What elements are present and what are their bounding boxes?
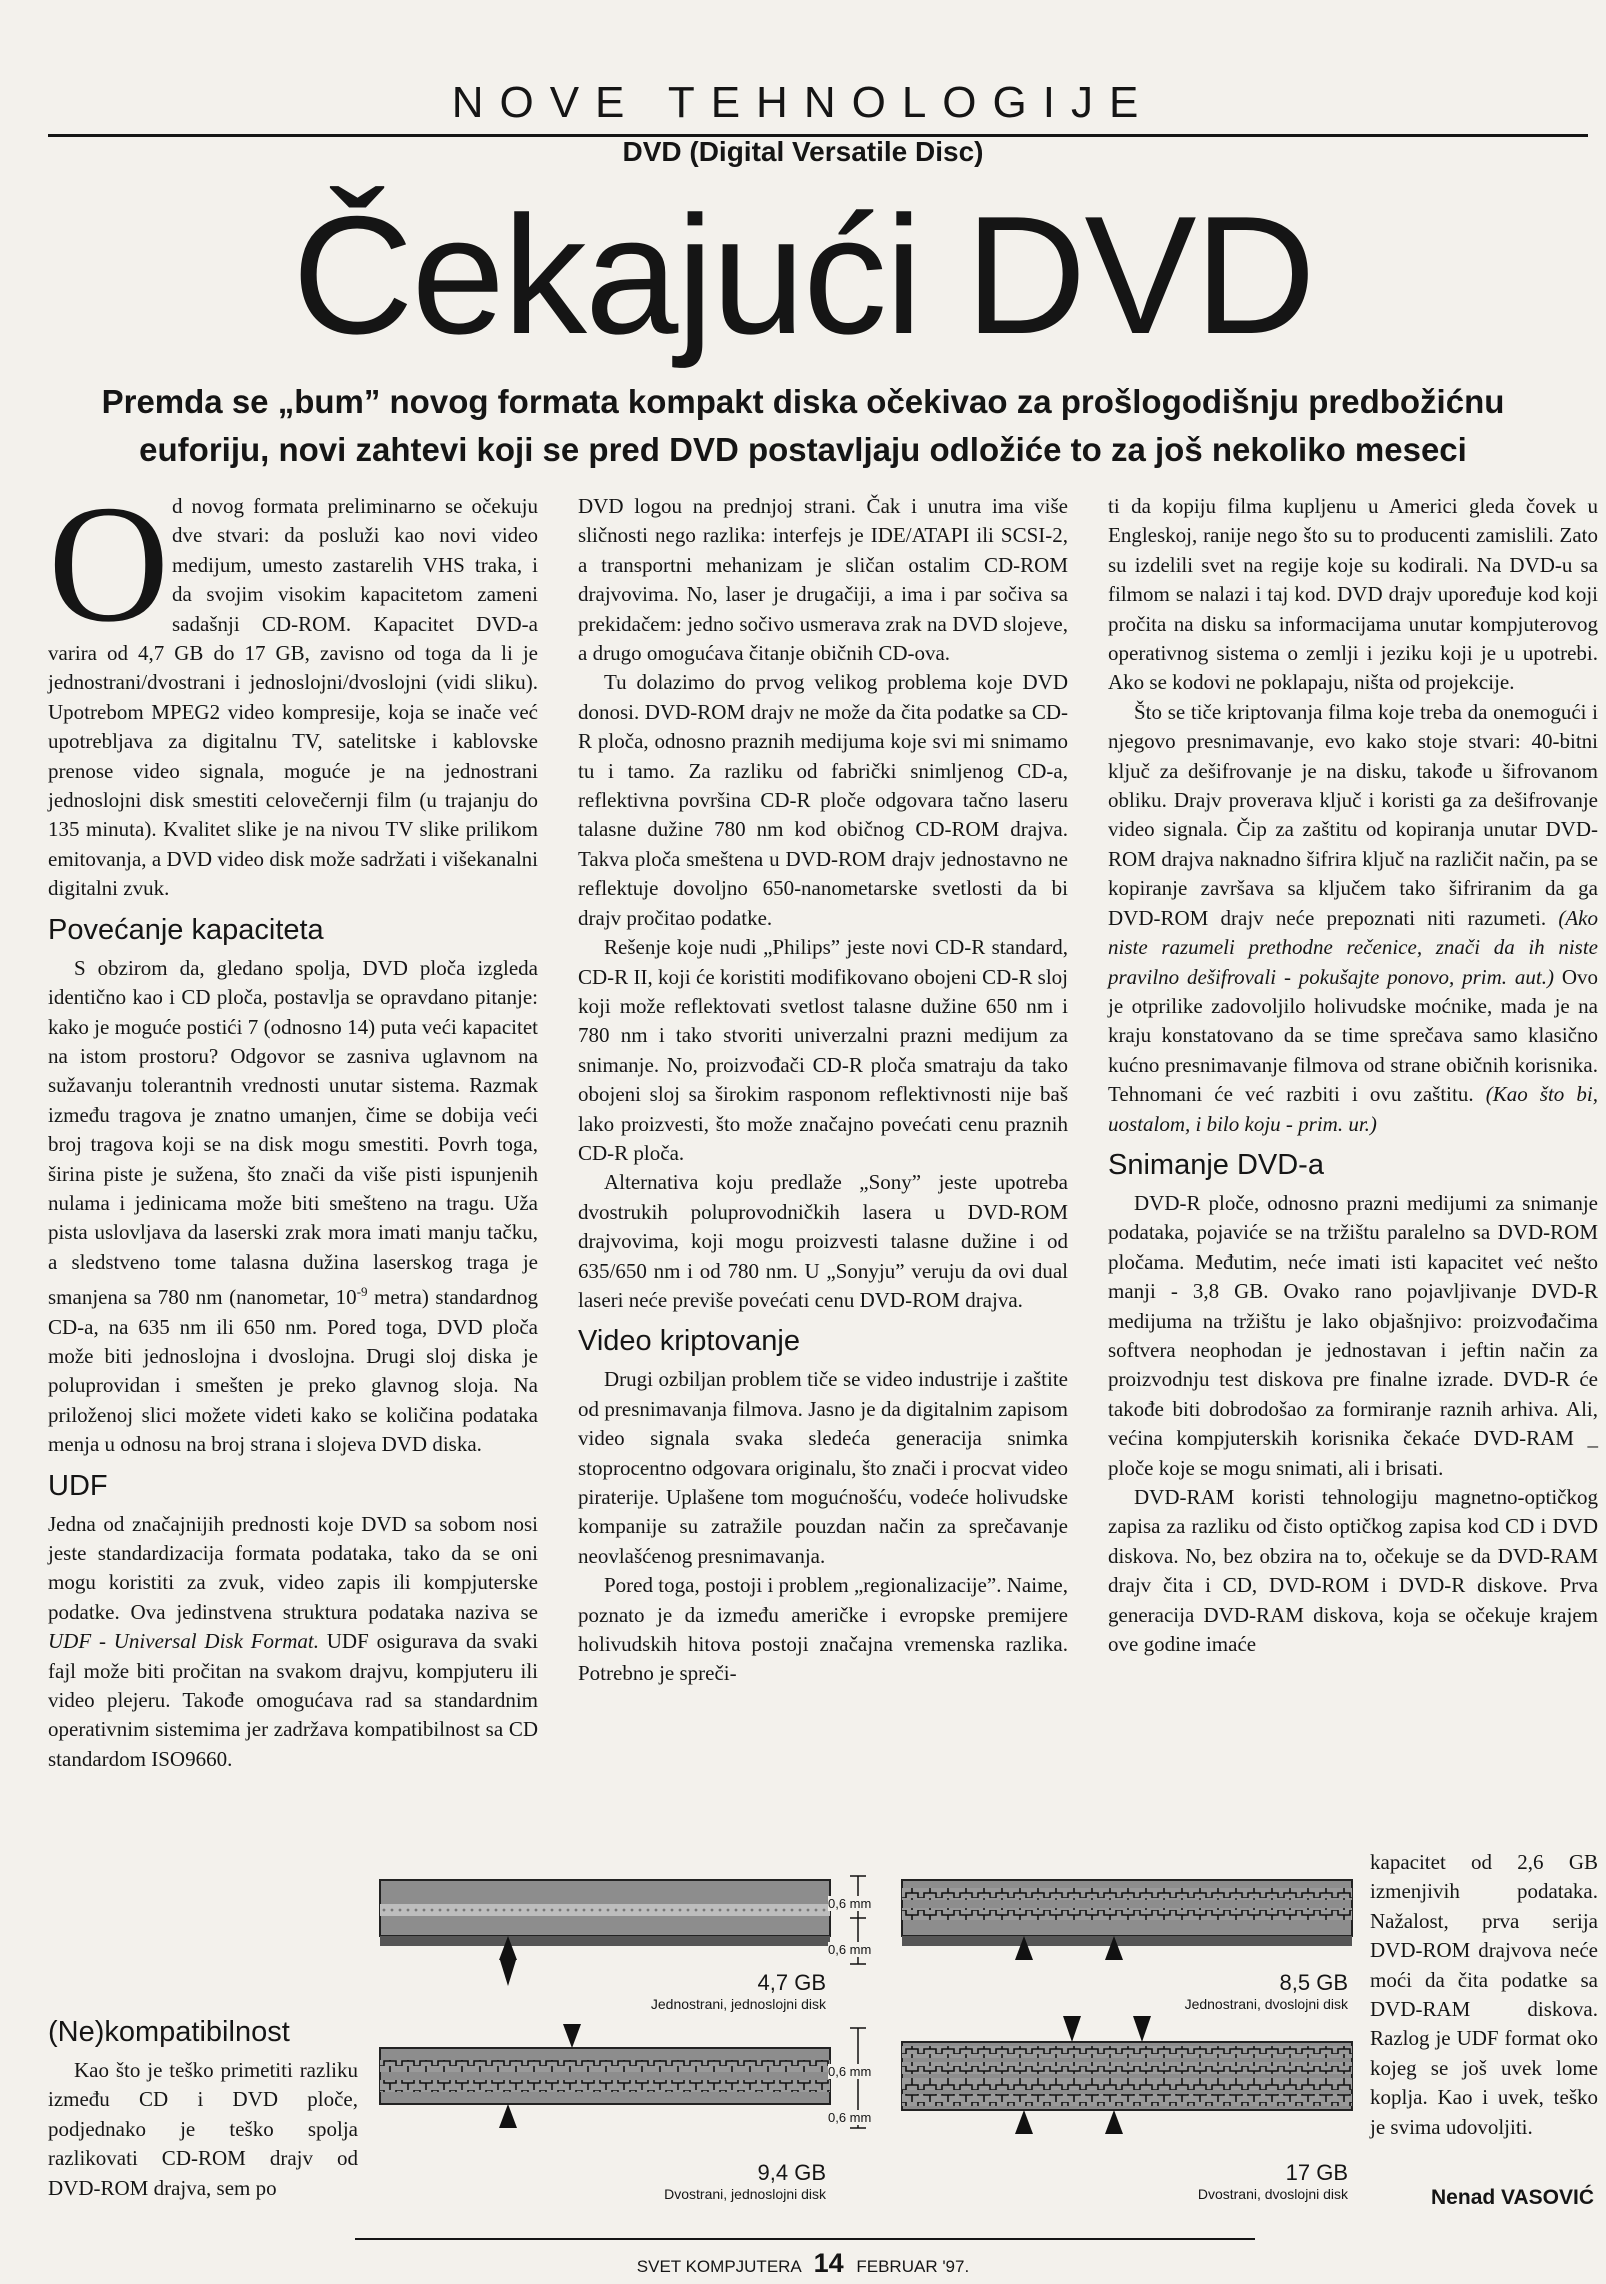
heading-capacity: Povećanje kapaciteta [48, 913, 324, 946]
drop-cap: O [48, 471, 170, 657]
disc-layer-4d [902, 2094, 1352, 2106]
crypt-text: Što se tiče kriptovanja filma koje treba da onemogući i njegovo presnimavanje, evo kako stoje stvari: 40-bitni ključ za dešifrovanje je na disku, takođe u šifrovanom obliku. Drajv proverava ključ i koristi ga za dešifrovanje video signala. Čip za zaštitu od kopiranja unutar DVD-ROM drajva naknadno šifrira ključ na različit način, pa se kopiranje završava sa ključem tako šifriranim da ga DVD-ROM drajv neće prepoznati niti razumeti. [1108, 699, 1598, 930]
column-1-bottom [48, 2012, 358, 2203]
udf-italic: UDF - Universal Disk Format. [48, 1629, 319, 1654]
column-3-bottom [1370, 1848, 1598, 2142]
udf-paragraph [48, 1510, 538, 1775]
thickness-label-1: 0,6 mm [828, 1896, 872, 1911]
footer-rule [355, 2238, 1255, 2240]
disc-layer-2a [902, 1888, 1352, 1900]
disc-layers-figure [372, 1874, 1362, 2194]
col2-paragraph-3: Rešenje koje nudi „Philips” jeste novi CD-R standard, CD-R II, koji će koristiti modifikovano obojeni CD-R sloj koji može reflektovati svetlost talasne dužine 650 nm i 780 nm i tako stvoriti univerzalni prazni medijum za snimanje. No, proizvođači CD-R ploča smatraju da tako obojeni sloj sa širokim rasponom reflektivnosti nije baš lako proizvesti, što može značajno povećati cenu praznih CD-R ploča. [578, 935, 1068, 1165]
disc-layer-4b [902, 2062, 1352, 2074]
column-2 [578, 492, 1068, 1689]
figure-4-type: Dvostrani, dvoslojni disk [1197, 2186, 1348, 2202]
article-headline: Čekajući DVD [292, 181, 1314, 369]
disc-figure-3 [380, 2024, 830, 2128]
col3-paragraph-1: ti da kopiju filma kupljenu u Americi gleda čovek u Engleskoj, ranije nego što su to producenti zamislili. Zato su izdelili svet na regije koje su kodirali. Na DVD-u sa filmom se nalazi i taj kod. DVD drajv upoređuje kod koji pročita na disku sa informacijama unutar kompjuterovog operativnog sistema o zemlji i jeziku koji je u upotrebi. Ako se kodovi ne poklapaju, ništa od projekcije. [1108, 494, 1598, 695]
crypt-italic-2: (Kao što bi, uostalom, i bilo koju - prim. ur.) [1108, 1082, 1598, 1136]
author: Nenad VASOVIĆ [1431, 2186, 1594, 2209]
article-deck: Premda se „bum” novog formata kompakt diska očekivao za prošlogodišnju predbožićnu euforiju, novi zahtevi koji se pred DVD postavljaju odložiće to za još nekoliko meseci [101, 383, 1505, 468]
col3-paragraph-3: DVD-R ploče, odnosno prazni medijumi za snimanje podataka, pojaviće se na tržištu paralelno sa DVD-ROM pločama. Međutim, neće imati isti kapacitet već nešto manji - 3,8 GB. Ovako rano pojavljivanje DVD-R medijuma na tržištu je lako objašnjivo: proizvođačima softvera neophodan je jednostavan i jeftin način za proizvodnju test diskova pre finalne izrade. DVD-R će takođe biti dobrodošao za formiranje raznih arhiva. Ali, većina kompjuterskih korisnika čekaće DVD-RAM _ ploče koje se mogu snimati, ali i brisati. [1108, 1190, 1598, 1480]
column-1 [48, 471, 538, 1774]
col3-paragraph-5: kapacitet od 2,6 GB izmenjivih podataka. Nažalost, prva serija DVD-ROM drajvova neće moći da čita podatke sa DVD-RAM diskova. Razlog je UDF format oko kojeg se još uvek lome koplja. Kao i uvek, teško je svima udovoljiti. [1370, 1850, 1598, 2139]
col2-paragraph-2: Tu dolazimo do prvog velikog problema koje DVD donosi. DVD-ROM drajv ne može da čita podatke sa CD-R ploča, odnosno praznih medijuma koje svi mi snimamo tu i tamo. Za razliku od fabrički snimljenog CD-a, reflektivna površina CD-R ploče odgovara tačno laseru talasne dužine 780 nm kod običnog CD-ROM drajva. Takva ploča smeštena u DVD-ROM drajv jednostavno ne reflektuje dovoljno 650-nanometarske svetlosti da bi drajv pročitao podatke. [578, 670, 1068, 930]
page-number: 14 [813, 2248, 844, 2278]
laser-beam-3b [499, 2104, 517, 2128]
disc-figure-2 [902, 1880, 1352, 1960]
laser-beam-4b [1133, 2016, 1151, 2042]
heading-recording: Snimanje DVD-a [1108, 1148, 1324, 1181]
disc-base-2 [902, 1936, 1352, 1946]
crypt-italic-1: (Ako niste razumeli prethodne rečenice, znači da ih niste pravilno dešifrovali - pokušajte ponovo, prim. aut.) [1108, 905, 1598, 989]
laser-beam-4c [1015, 2110, 1033, 2134]
heading-video: Video kriptovanje [578, 1325, 800, 1358]
disc-layer-4a [902, 2046, 1352, 2058]
disc-body-3 [380, 2048, 830, 2104]
disc-base-1 [380, 1936, 830, 1946]
intro-text: d novog formata preliminarno se očekuju dve stvari: da posluži kao novi video medijum, umesto zastarelih VHS traka, i da svojim visokim kapacitetom zameni sadašnji CD-ROM. Kapacitet DVD-a varira od 4,7 GB do 17 GB, zavisno od toga da li je jednostrani/dvostrani i jednoslojni/dvoslojni (vidi sliku). Upotrebom MPEG2 video kompresije, koja se inače već upotrebljava za digitalnu TV, satelitske i kablovske prenose video signala, moguće je na jednostrani jednoslojni disk smestiti celovečernji film (u trajanju do 135 minuta). Kvalitet slike je na nivou TV slike prilikom emitovanja, a DVD video disk može sadržati i višekanalni digitalni zvuk. [48, 494, 538, 901]
col2-paragraph-1: DVD logou na prednjoj strani. Čak i unutra ima više sličnosti nego razlika: interfejs je IDE/ATAPI ili SCSI-2, a transportni mehanizam je sličan ostalim CD-ROM drajvovima. No, laser je drugačiji, a ima i par sočiva sa prekidačem: jedno sočivo usmerava zrak na DVD slojeve, a drugo omogućava čitanje običnih CD-ova. [578, 494, 1068, 666]
capacity-text: S obzirom da, gledano spolja, DVD ploča izgleda identično kao i CD ploča, postavlja se opravdano pitanje: kako je moguće postići 7 (odnosno 14) puta veći kapacitet na istom prostoru? Odgovor se zasniva uglavnom na sužavanju tolerantnih vrednosti unutar sistema. Razmak između tragova je znatno umanjen, čime se dobija veći broj tragova koji se na disk mogu smestiti. Povrh toga, širina piste je sužena, što znači da više pisti ispunjenih nulama i jedinicama može biti smešteno na tragu. Uža pista uslovljava da laserski zrak mora imati manju tačku, a sledstveno tome talasna dužina laserskog traga je smanjena sa 780 nm (nanometar, 10 [48, 955, 538, 1310]
heading-compat: (Ne)kompatibilnost [48, 2016, 290, 2048]
compat-paragraph: Kao što je teško primetiti razliku između CD i DVD ploče, podjednako je teško spolja razlikovati CD-ROM drajv od DVD-ROM drajva, sem po [48, 2058, 358, 2200]
laser-beam-4d [1105, 2110, 1123, 2134]
section-title: NOVE TEHNOLOGIJE [451, 78, 1155, 127]
thickness-label-3: 0,6 mm [828, 2064, 872, 2079]
col2-paragraph-5: Drugi ozbiljan problem tiče se video industrije i zaštite od presnimavanja filmova. Jasno je da digitalnim zapisom video signala svaka sledeća generacija snimka stoprocentno odgovara originalu, što znači i procvat video piraterije. Uplašene tom mogućnošću, vodeće holivudske kompanije su zatražile pouzdan način za sprečavanje neovlašćenog presnimavanja. [578, 1367, 1068, 1568]
figure-4-size: 17 GB [1285, 2160, 1348, 2185]
footer-magazine: SVET KOMPJUTERA [636, 2257, 801, 2276]
udf-text-end: UDF osigurava da svaki fajl može biti pročitan na svakom drajvu, kompjuteru ili video plejeru. Takođe omogućava rad sa standardnim operativnim sistemima jer zadržava kompatibilnost sa CD standardom ISO9660. [48, 1629, 538, 1771]
col3-paragraph-2 [1108, 698, 1598, 1139]
capacity-paragraph [48, 954, 538, 1460]
col2-paragraph-4: Alternativa koju predlaže „Sony” jeste upotreba dvostrukih poluprovodničkih lasera u DVD-ROM drajvovima, koji mogu proizvesti talasne dužine i od 635/650 nm i od 780 nm. U „Sonyju” veruju da ovi dual laseri neće previše povećati cenu DVD-ROM drajva. [578, 1170, 1068, 1312]
figure-2-size: 8,5 GB [1279, 1970, 1348, 1995]
disc-layer-3a [380, 2060, 830, 2072]
laser-beam-4a [1063, 2016, 1081, 2042]
heading-udf: UDF [48, 1469, 108, 1502]
disc-layer-3b [380, 2080, 830, 2092]
figure-3-type: Dvostrani, jednoslojni disk [664, 2186, 826, 2202]
disc-figure-4 [902, 2016, 1352, 2134]
figure-caption-4 [902, 2160, 1348, 2202]
disc-layer-4c [902, 2078, 1352, 2090]
udf-text: Jedna od značajnijih prednosti koje DVD sa sobom nosi jeste standardizacija formata podataka, tako da se oni mogu koristiti za zvuk, video zapis ili kompjuterske podatke. Ova jedinstvena struktura podataka naziva se [48, 1511, 538, 1624]
laser-beam-3a [563, 2024, 581, 2048]
figure-2-type: Jednostrani, dvoslojni disk [1184, 1996, 1348, 2012]
exponent: -9 [356, 1284, 368, 1300]
figure-caption-3 [380, 2160, 826, 2202]
disc-layer-1 [380, 1904, 830, 1916]
thickness-label-4: 0,6 mm [828, 2110, 872, 2125]
article-subtitle: DVD (Digital Versatile Disc) [622, 136, 984, 167]
crypt-text-end: Ovo je otprilike zadovoljilo holivudske moćnike, mada je na kraju konstatovano da se time sprečava samo klasično kućno presnimavanje filmova od strane običnih korisnika. Tehnomani će već razbiti i ovu zaštitu. [1108, 964, 1598, 1107]
thickness-label-2: 0,6 mm [828, 1942, 872, 1957]
capacity-text-end: metra) standardnog CD-a, na 635 nm ili 650 nm. Pored toga, DVD ploča može biti jednoslojna i dvoslojna. Drugi sloj diska je poluprovidan i smešten je preko glavnog sloja. Na priloženoj slici možete videti kako se količina podataka menja u odnosu na broj strana i slojeva DVD diska. [48, 1285, 538, 1457]
figure-1-type: Jednostrani, jednoslojni disk [650, 1996, 826, 2012]
intro-paragraph [48, 471, 538, 904]
col2-paragraph-6: Pored toga, postoji i problem „regionalizacije”. Naime, poznato je da između američke i evropske premijere holivudskih hitova postoji značajna vremenska razlika. Potrebno je spreči- [578, 1573, 1068, 1686]
page-footer [0, 2248, 1606, 2279]
figure-3-size: 9,4 GB [757, 2160, 826, 2185]
footer-issue: FEBRUAR '97. [856, 2257, 970, 2276]
figure-caption-1 [380, 1970, 826, 2012]
figure-caption-2 [902, 1970, 1348, 2012]
disc-layer-2b [902, 1908, 1352, 1920]
column-3 [1108, 492, 1598, 1659]
col3-paragraph-4: DVD-RAM koristi tehnologiju magnetno-optičkog zapisa za razliku od čisto optičkog zapisa kod CD i DVD diskova. No, bez obzira na to, očekuje se da DVD-RAM drajv čita i CD, DVD-ROM i DVD-R diskove. Prva generacija DVD-RAM diskova, koja se očekuje krajem ove godine imaće [1108, 1485, 1598, 1657]
figure-1-size: 4,7 GB [757, 1970, 826, 1995]
